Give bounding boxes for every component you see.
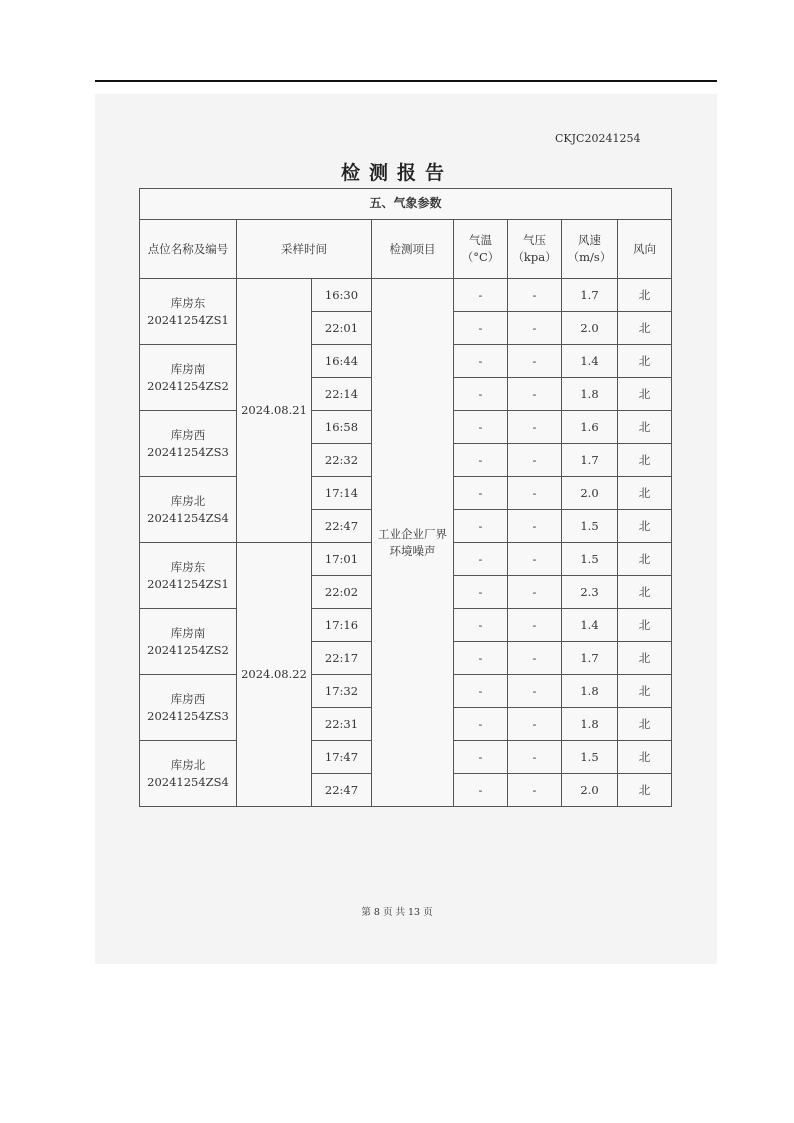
wind-direction-value: 北 [618, 411, 672, 444]
temperature-value: - [454, 312, 508, 345]
pressure-value: - [508, 477, 562, 510]
point-name: 库房东 20241254ZS1 [140, 543, 237, 609]
point-name: 库房西 20241254ZS3 [140, 411, 237, 477]
pressure-value: - [508, 675, 562, 708]
header-temperature: 气温 （°C） [454, 220, 508, 279]
wind-direction-value: 北 [618, 312, 672, 345]
table-row [140, 279, 672, 312]
weather-parameters-table [139, 188, 672, 807]
wind-speed-value: 1.8 [562, 708, 618, 741]
wind-speed-value: 1.5 [562, 741, 618, 774]
sampling-time: 16:30 [312, 279, 372, 312]
header-wind-direction: 风向 [618, 220, 672, 279]
pressure-value: - [508, 774, 562, 807]
point-name: 库房北 20241254ZS4 [140, 477, 237, 543]
wind-speed-value: 1.8 [562, 675, 618, 708]
wind-direction-value: 北 [618, 543, 672, 576]
wind-direction-value: 北 [618, 378, 672, 411]
header-sampling-time: 采样时间 [237, 220, 372, 279]
pressure-value: - [508, 444, 562, 477]
temperature-value: - [454, 510, 508, 543]
header-pressure: 气压 （kpa） [508, 220, 562, 279]
report-code: CKJC20241254 [555, 132, 641, 145]
temperature-value: - [454, 642, 508, 675]
section-title: 五、气象参数 [140, 189, 672, 220]
temperature-value: - [454, 708, 508, 741]
pressure-value: - [508, 741, 562, 774]
pressure-value: - [508, 642, 562, 675]
temperature-value: - [454, 609, 508, 642]
temperature-value: - [454, 378, 508, 411]
temperature-value: - [454, 345, 508, 378]
test-item: 工业企业厂界环境噪声 [372, 279, 454, 807]
sampling-time: 17:47 [312, 741, 372, 774]
page-title: 检测报告 [340, 162, 453, 184]
pressure-value: - [508, 378, 562, 411]
header-test-item: 检测项目 [372, 220, 454, 279]
sampling-time: 22:31 [312, 708, 372, 741]
wind-speed-value: 1.7 [562, 444, 618, 477]
wind-speed-value: 2.0 [562, 774, 618, 807]
sampling-time: 22:47 [312, 510, 372, 543]
sampling-time: 22:02 [312, 576, 372, 609]
pressure-value: - [508, 543, 562, 576]
sampling-time: 22:01 [312, 312, 372, 345]
header-wind-speed: 风速 （m/s） [562, 220, 618, 279]
sampling-time: 22:14 [312, 378, 372, 411]
wind-direction-value: 北 [618, 774, 672, 807]
wind-speed-value: 1.6 [562, 411, 618, 444]
wind-speed-value: 1.4 [562, 345, 618, 378]
wind-direction-value: 北 [618, 345, 672, 378]
wind-direction-value: 北 [618, 279, 672, 312]
point-name: 库房北 20241254ZS4 [140, 741, 237, 807]
wind-direction-value: 北 [618, 741, 672, 774]
pressure-value: - [508, 708, 562, 741]
sampling-time: 16:58 [312, 411, 372, 444]
wind-speed-value: 1.5 [562, 543, 618, 576]
wind-speed-value: 1.5 [562, 510, 618, 543]
pressure-value: - [508, 411, 562, 444]
temperature-value: - [454, 477, 508, 510]
temperature-value: - [454, 741, 508, 774]
point-name: 库房东 20241254ZS1 [140, 279, 237, 345]
wind-speed-value: 2.0 [562, 477, 618, 510]
temperature-value: - [454, 279, 508, 312]
pressure-value: - [508, 345, 562, 378]
sampling-time: 22:17 [312, 642, 372, 675]
temperature-value: - [454, 444, 508, 477]
wind-speed-value: 2.3 [562, 576, 618, 609]
temperature-value: - [454, 675, 508, 708]
pressure-value: - [508, 510, 562, 543]
pressure-value: - [508, 279, 562, 312]
temperature-value: - [454, 576, 508, 609]
sampling-time: 17:32 [312, 675, 372, 708]
pressure-value: - [508, 312, 562, 345]
wind-direction-value: 北 [618, 510, 672, 543]
pressure-value: - [508, 576, 562, 609]
wind-speed-value: 2.0 [562, 312, 618, 345]
page-number: 第 8 页 共 13 页 [361, 907, 433, 918]
wind-speed-value: 1.7 [562, 642, 618, 675]
temperature-value: - [454, 543, 508, 576]
wind-speed-value: 1.8 [562, 378, 618, 411]
point-name: 库房西 20241254ZS3 [140, 675, 237, 741]
header-rule [95, 80, 717, 82]
sampling-date: 2024.08.21 [237, 279, 312, 543]
wind-direction-value: 北 [618, 444, 672, 477]
pressure-value: - [508, 609, 562, 642]
point-name: 库房南 20241254ZS2 [140, 609, 237, 675]
wind-direction-value: 北 [618, 642, 672, 675]
sampling-date: 2024.08.22 [237, 543, 312, 807]
header-point: 点位名称及编号 [140, 220, 237, 279]
temperature-value: - [454, 774, 508, 807]
wind-speed-value: 1.4 [562, 609, 618, 642]
point-name: 库房南 20241254ZS2 [140, 345, 237, 411]
wind-speed-value: 1.7 [562, 279, 618, 312]
sampling-time: 16:44 [312, 345, 372, 378]
sampling-time: 22:47 [312, 774, 372, 807]
wind-direction-value: 北 [618, 576, 672, 609]
sampling-time: 22:32 [312, 444, 372, 477]
wind-direction-value: 北 [618, 609, 672, 642]
sampling-time: 17:01 [312, 543, 372, 576]
wind-direction-value: 北 [618, 675, 672, 708]
sampling-time: 17:14 [312, 477, 372, 510]
wind-direction-value: 北 [618, 708, 672, 741]
temperature-value: - [454, 411, 508, 444]
wind-direction-value: 北 [618, 477, 672, 510]
sampling-time: 17:16 [312, 609, 372, 642]
table-body [140, 279, 672, 807]
